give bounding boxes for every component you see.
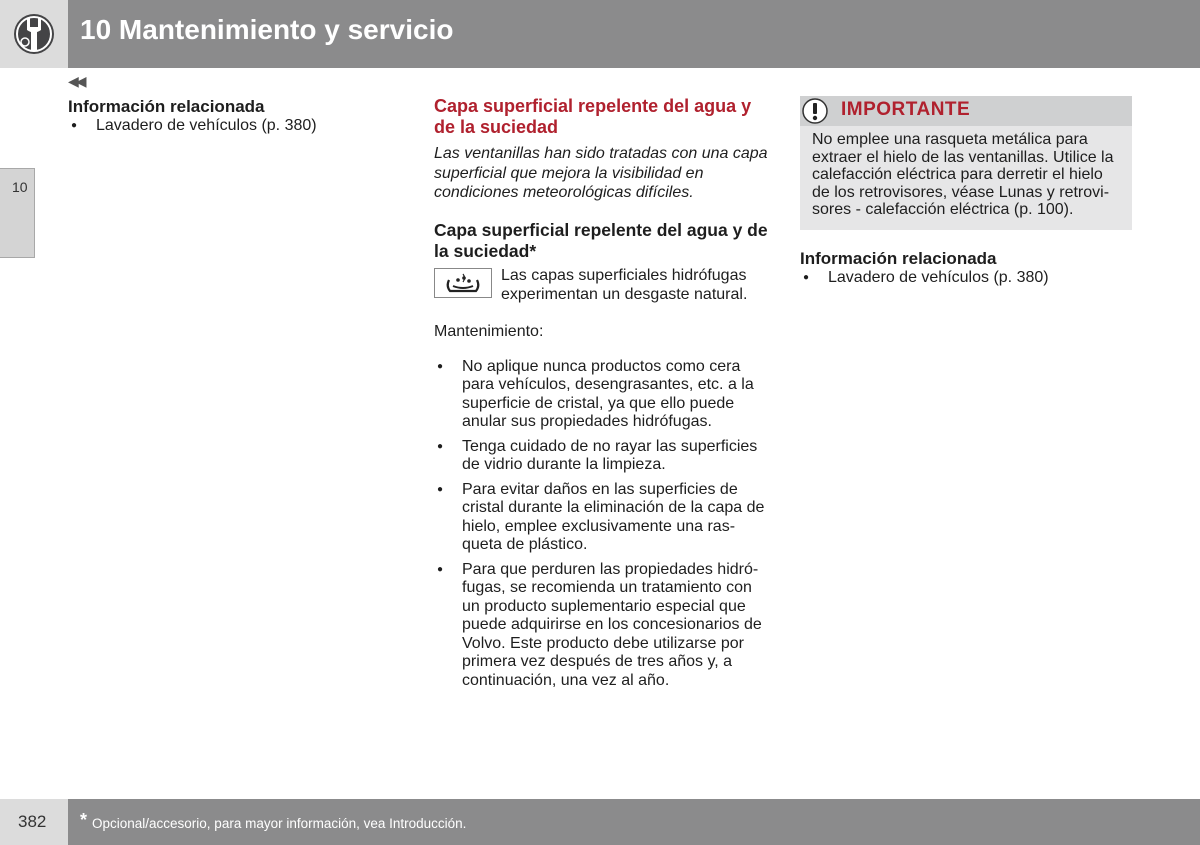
- related-info-heading: Información relacionada: [68, 97, 265, 116]
- footer-note: Opcional/accesorio, para mayor información, vea Introducción.: [92, 816, 467, 831]
- important-text: No emplee una rasqueta metálica para extraer el hielo de las ventanillas. Utilice la calefacción eléctrica para derretir el hielo de los retrovisores, véase Lunas y retrovi-sores - calefacción eléctrica (p. 100).: [812, 131, 1114, 219]
- icon-row: [434, 266, 770, 305]
- section-intro: Las ventanillas han sido tratadas con una capa superficial que mejora la visibilidad en condiciones meteorológicas difíciles.: [434, 145, 768, 201]
- maintenance-label: Mantenimiento:: [434, 322, 544, 340]
- warning-exclamation-icon: [802, 98, 828, 124]
- column-left: [68, 96, 388, 136]
- list-item: ● Para que perduren las propiedades hidró-fugas, se recomienda un tratamiento con un producto suplementario especial que puede adquirirse en los concesionarios de Volvo. Este producto debe utilizarse por primera vez después de tres años y, a continuación, una vez al año.: [434, 561, 770, 691]
- sub-heading: Capa superficial repelente del agua y de la suciedad*: [434, 219, 768, 261]
- wrench-gear-icon: [0, 0, 68, 68]
- water-repellent-glass-icon: [443, 272, 483, 294]
- page-number: 382: [18, 812, 47, 831]
- list-item: ● Para evitar daños en las superficies de cristal durante la eliminación de la capa de hielo, emplee exclusivamente una ras-queta de plástico.: [434, 481, 770, 555]
- icon-description: Las capas superficiales hidrófugas experimentan un desgaste natural.: [501, 266, 748, 303]
- maintenance-list: [434, 358, 770, 691]
- column-right: [800, 96, 1132, 287]
- related-info-list: [800, 269, 1132, 288]
- list-item: ● Tenga cuidado de no rayar las superficies de vidrio durante la limpieza.: [434, 438, 770, 475]
- important-header: [800, 96, 1132, 126]
- important-notice: [800, 96, 1132, 230]
- related-info-list: [68, 117, 388, 136]
- chapter-number: 10: [12, 179, 28, 195]
- column-middle: [434, 96, 770, 696]
- back-arrows-icon[interactable]: ◀◀: [68, 73, 84, 89]
- important-title: IMPORTANTE: [841, 99, 971, 120]
- related-link[interactable]: ● Lavadero de vehículos (p. 380): [68, 117, 388, 136]
- header-icon-box: [0, 0, 68, 68]
- footer-asterisk: *: [80, 810, 88, 830]
- chapter-tab[interactable]: [0, 168, 35, 258]
- related-info-heading: Información relacionada: [800, 248, 997, 268]
- list-item: ● No aplique nunca productos como cera para vehículos, desengrasantes, etc. a la superficie de cristal, ya que ello puede anular sus propiedades hidrófugas.: [434, 358, 770, 432]
- section-heading: Capa superficial repelente del agua y de la suciedad: [434, 96, 752, 137]
- icon-frame: [434, 268, 492, 298]
- related-link[interactable]: ● Lavadero de vehículos (p. 380): [800, 269, 1132, 288]
- page-title: 10 Mantenimiento y servicio: [80, 14, 454, 45]
- related-info-block: [800, 248, 1132, 288]
